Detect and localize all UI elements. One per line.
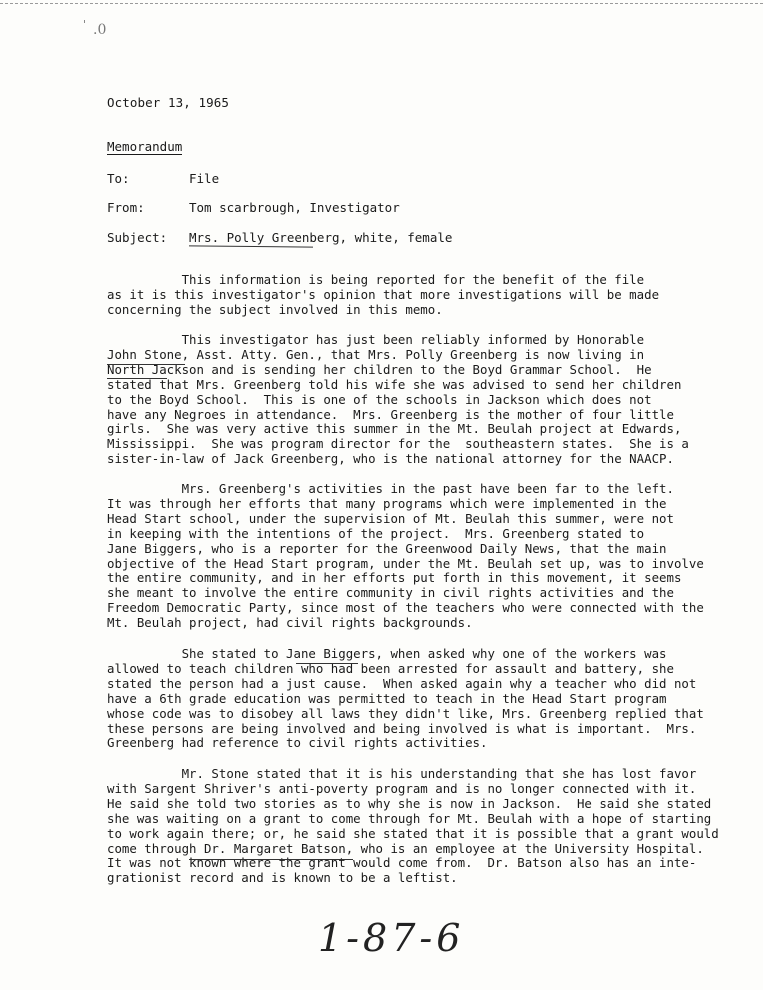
handwritten-page-number: 1-87-6 (318, 916, 465, 960)
handwritten-underline (189, 859, 353, 860)
memo-paragraph: Mrs. Greenberg's activities in the past have been far to the left. It was through her efforts that many programs which were implemented in the Head Start school, under the supervision of Mt. Beulah this summer, were not in keeping with the intentions of the project. Mrs. Greenberg stated to Jane Biggers, who is a reporter for the Greenwood Daily News, that the main objective of the Head Start program, under the Mt. Beulah set up, was to involve the entire community, and in her efforts put forth in this movement, it seems she meant to involve the entire community in civil rights activities and the Freedom Democratic Party, since most of the teachers who were connected with the Mt. Beulah project, had civil rights backgrounds. (107, 481, 704, 631)
scan-mark: .0 (93, 22, 107, 38)
memo-paragraph: This information is being reported for the benefit of the file as it is this investigator's opinion that more investigations will be made concerning the subject involved in this memo. (107, 272, 660, 317)
memo-title: Memorandum (107, 139, 183, 154)
scan-mark: ' (83, 18, 87, 31)
handwritten-underline (107, 378, 167, 379)
handwritten-underline (107, 364, 185, 365)
subject-value: Mrs. Polly Greenberg, white, female (189, 230, 453, 245)
from-value: Tom scarbrough, Investigator (189, 200, 400, 215)
handwritten-underline (296, 663, 358, 664)
to-label: To: (107, 171, 130, 186)
memo-paragraph: Mr. Stone stated that it is his understanding that she has lost favor with Sargent Shriver's anti-poverty program and is no longer connected with it. He said she told two stories as to why she is now in Jackson. He said she stated she was waiting on a grant to come through for Mt. Beulah with a hope of starting to work again there; or, he said she stated that it is possible that a grant would come through Dr. Margaret Batson, who is an employee at the University Hospital. It was not known where the grant would come from. Dr. Batson also has an inte- grationist record and is known to be a leftist. (107, 766, 719, 886)
to-value: File (189, 171, 220, 186)
subject-label: Subject: (107, 230, 168, 245)
from-label: From: (107, 200, 145, 215)
scan-edge-line (0, 3, 763, 4)
memo-date: October 13, 1965 (107, 95, 230, 110)
memo-paragraph: She stated to Jane Biggers, when asked why one of the workers was allowed to teach children who had been arrested for assault and battery, she stated the person had a just cause. When asked again why a teacher who did not have a 6th grade education was permitted to teach in the Head Start program whose code was to disobey all laws they didn't like, Mrs. Greenberg replied that these persons are being involved and being involved is what is important. Mrs. Greenberg had reference to civil rights activities. (107, 646, 704, 751)
handwritten-underline (189, 245, 313, 247)
memo-paragraph: This investigator has just been reliably informed by Honorable John Stone, Asst. Atty. Gen., that Mrs. Polly Greenberg is now living in North Jackson and is sending her children to the Boyd Grammar School. He stated that Mrs. Greenberg told his wife she was advised to send her children to the Boyd School. This is one of the schools in Jackson which does not have any Negroes in attendance. Mrs. Greenberg is the mother of four little girls. She was very active this summer in the Mt. Beulah project at Edwards, Mississippi. She was program director for the southeastern states. She is a sister-in-law of Jack Greenberg, who is the national attorney for the NAACP. (107, 332, 689, 467)
